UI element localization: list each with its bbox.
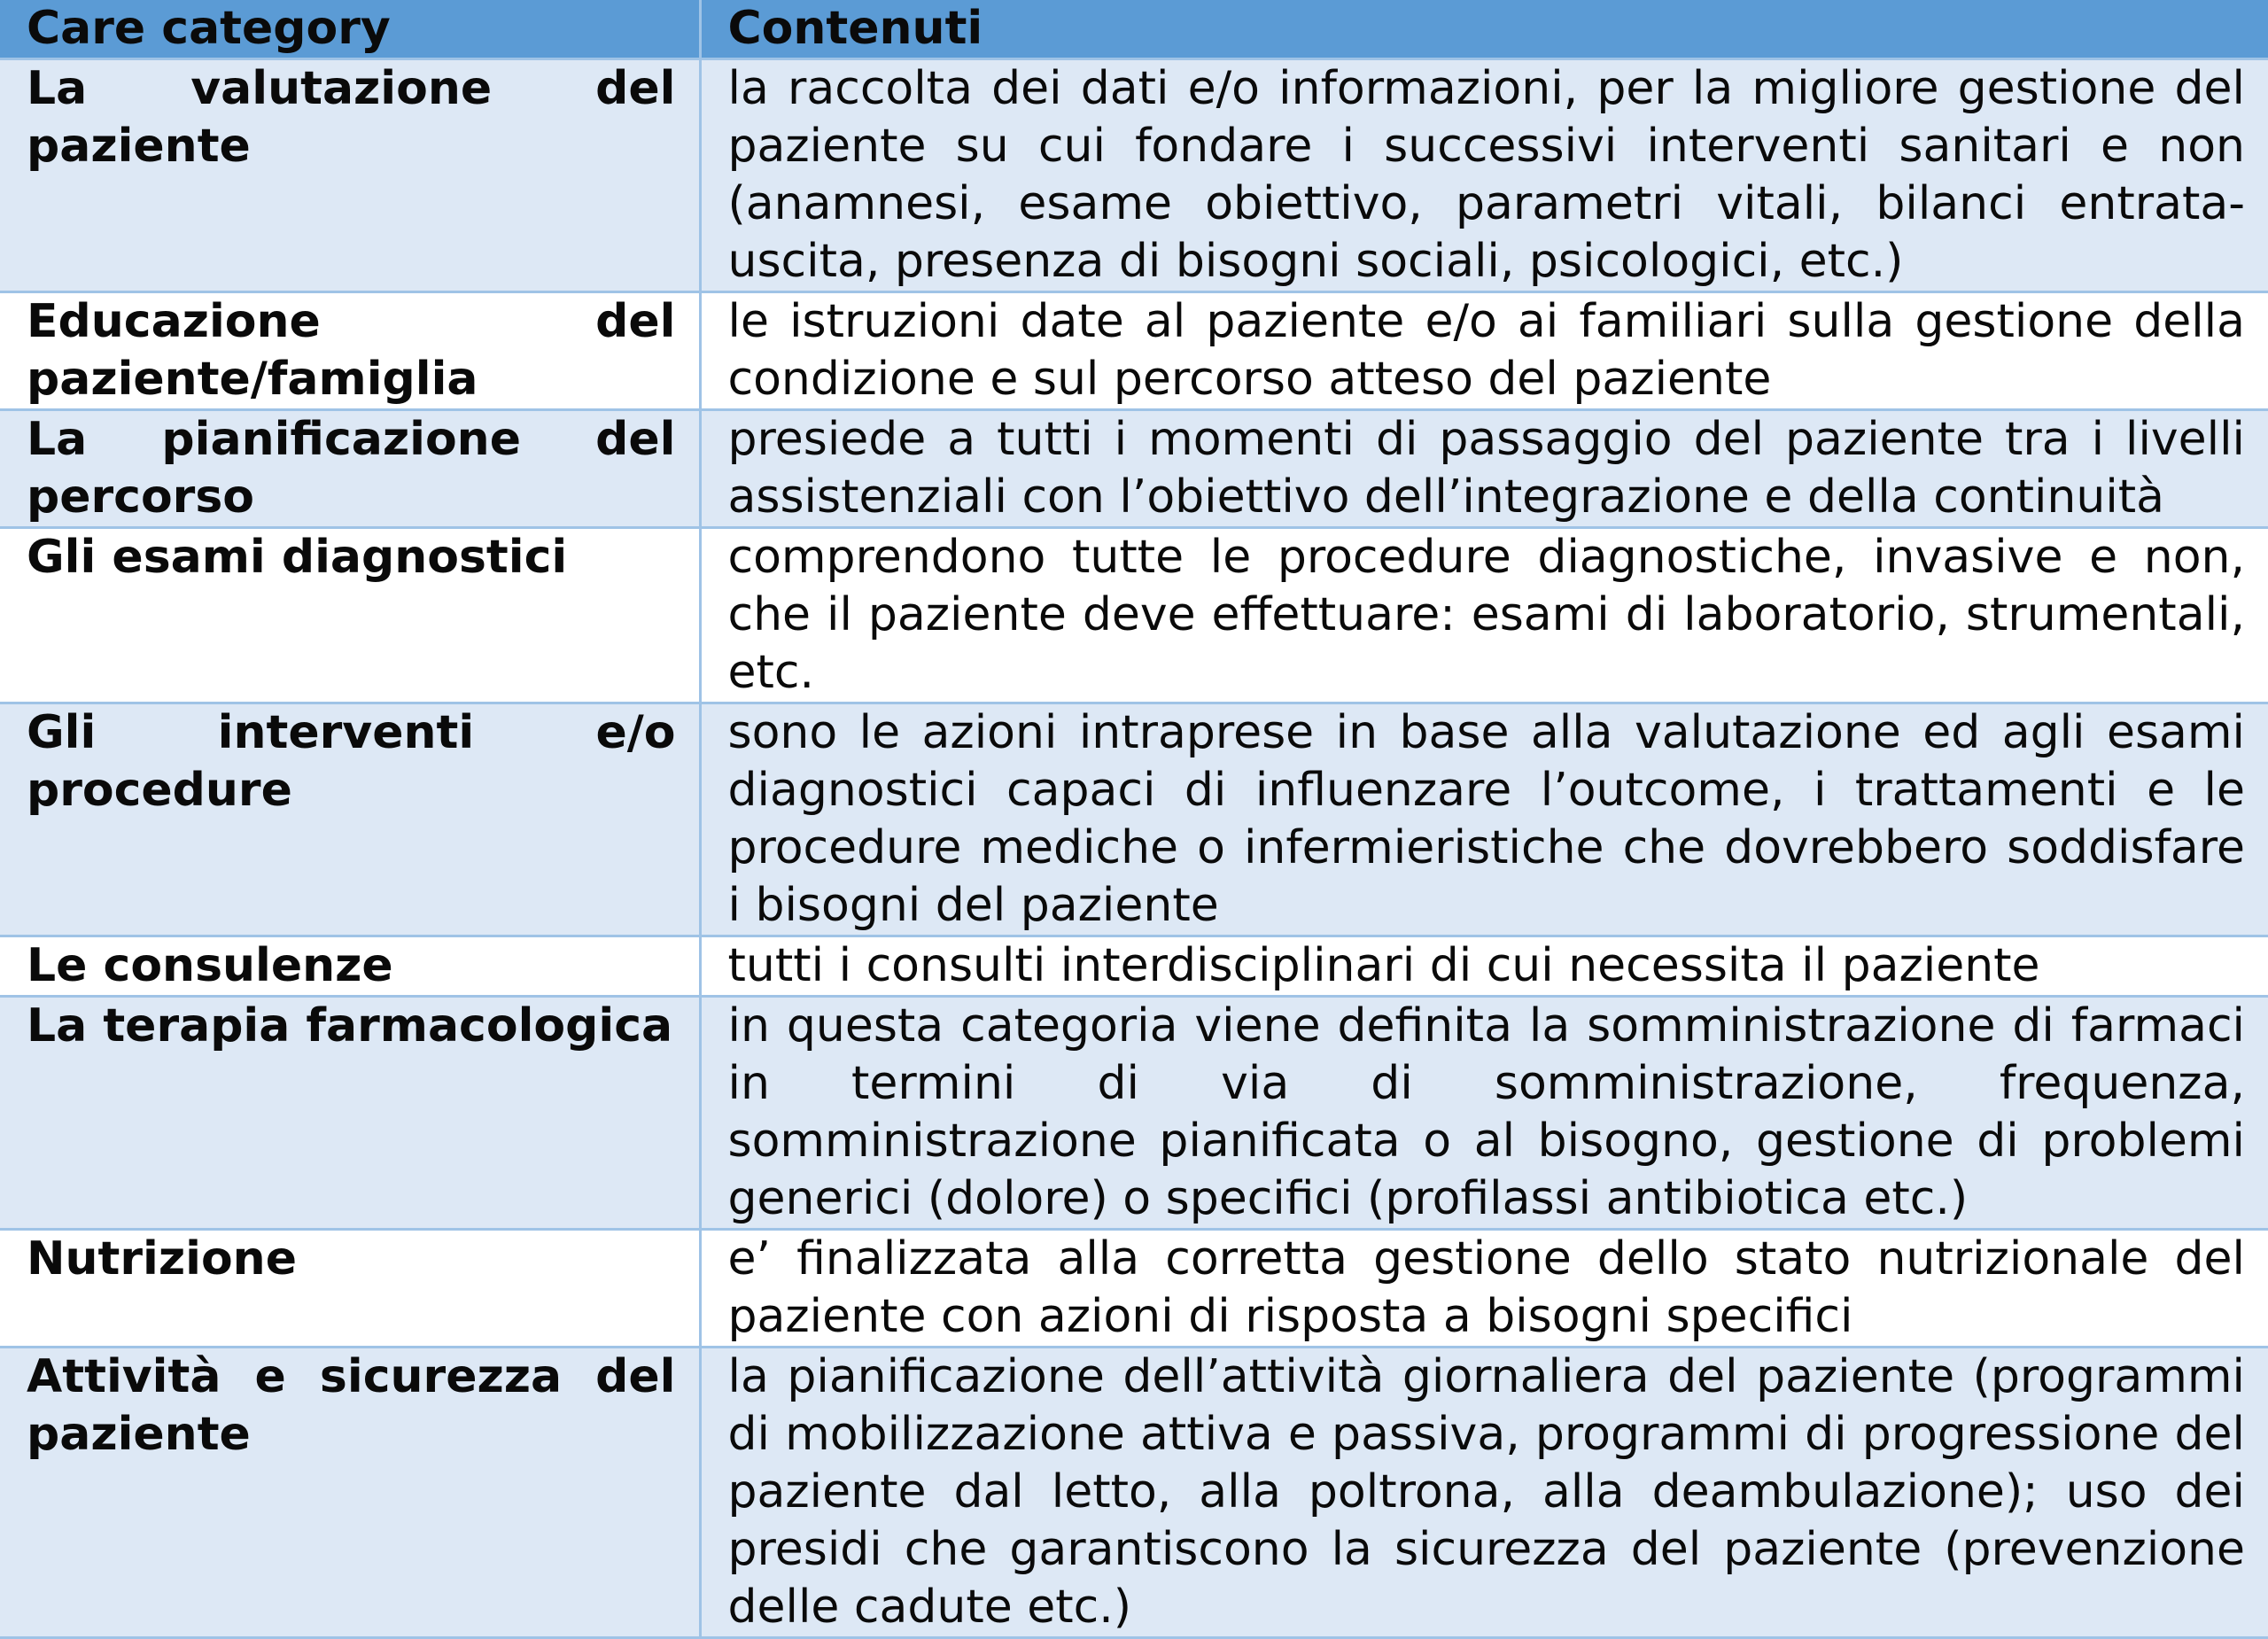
- header-care-category: Care category: [0, 0, 700, 59]
- table-row: [0, 1348, 2268, 1638]
- table-row: [0, 936, 2268, 997]
- table-row: [0, 528, 2268, 703]
- contents-cell: la pianificazione dell’attività giornaliera del paziente (programmi di mobilizzazione attiva e passiva, programmi di progressione del paziente dal letto, alla poltrona, alla deambulazione); uso dei presidi che garantiscono la sicurezza del paziente (prevenzione delle cadute etc.): [700, 1348, 2268, 1638]
- table-row: [0, 997, 2268, 1230]
- category-cell: Gli esami diagnostici: [0, 528, 700, 703]
- contents-cell: sono le azioni intraprese in base alla valutazione ed agli esami diagnostici capaci di influenzare l’outcome, i trattamenti e le procedure mediche o infermieristiche che dovrebbero soddisfare i bisogni del paziente: [700, 703, 2268, 936]
- contents-cell: in questa categoria viene definita la somministrazione di farmaci in termini di via di somministrazione, frequenza, somministrazione pianificata o al bisogno, gestione di problemi generici (dolore) o specifici (profilassi antibiotica etc.): [700, 997, 2268, 1230]
- contents-cell: la raccolta dei dati e/o informazioni, per la migliore gestione del paziente su cui fondare i successivi interventi sanitari e non (anamnesi, esame obiettivo, parametri vitali, bilanci entrata-uscita, presenza di bisogni sociali, psicologici, etc.): [700, 59, 2268, 292]
- category-cell: Attività e sicurezza del paziente: [0, 1348, 700, 1638]
- contents-cell: le istruzioni date al paziente e/o ai familiari sulla gestione della condizione e sul percorso atteso del paziente: [700, 292, 2268, 410]
- table-row: [0, 59, 2268, 292]
- category-cell: La valutazione del paziente: [0, 59, 700, 292]
- contents-cell: presiede a tutti i momenti di passaggio del paziente tra i livelli assistenziali con l’obiettivo dell’integrazione e della continuità: [700, 410, 2268, 528]
- category-cell: Educazione del paziente/famiglia: [0, 292, 700, 410]
- contents-cell: e’ finalizzata alla corretta gestione dello stato nutrizionale del paziente con azioni di risposta a bisogni specifici: [700, 1230, 2268, 1348]
- category-cell: Nutrizione: [0, 1230, 700, 1348]
- category-cell: Gli interventi e/o procedure: [0, 703, 700, 936]
- table-row: [0, 1230, 2268, 1348]
- table-row: [0, 703, 2268, 936]
- category-cell: La terapia farmacologica: [0, 997, 700, 1230]
- category-cell: La pianificazione del percorso: [0, 410, 700, 528]
- table-row: [0, 410, 2268, 528]
- category-cell: Le consulenze: [0, 936, 700, 997]
- header-contenuti: Contenuti: [700, 0, 2268, 59]
- table-header-row: [0, 0, 2268, 59]
- contents-cell: tutti i consulti interdisciplinari di cui necessita il paziente: [700, 936, 2268, 997]
- table-row: [0, 292, 2268, 410]
- contents-cell: comprendono tutte le procedure diagnostiche, invasive e non, che il paziente deve effettuare: esami di laboratorio, strumentali, etc.: [700, 528, 2268, 703]
